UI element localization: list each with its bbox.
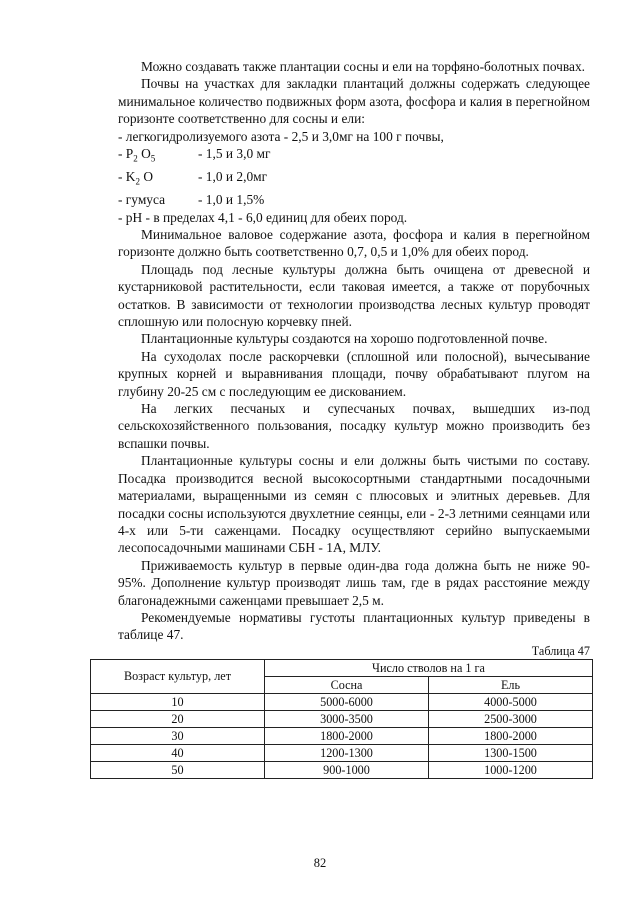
formula-subscript: 2	[135, 176, 140, 187]
cell-age: 40	[91, 744, 265, 761]
cell-pine: 3000-3500	[265, 710, 429, 727]
cell-spruce: 1000-1200	[429, 761, 593, 778]
cell-pine: 5000-6000	[265, 693, 429, 710]
paragraph: Приживаемость культур в первые один-два года должна быть не ниже 90-95%. Дополнение культур производят лишь там, где в рядах расстояние между благонадежными саженцами превышает 2,5 м.	[118, 557, 590, 608]
paragraph: На суходолах после раскорчевки (сплошной или полосной), вычесывание крупных корней и выравнивания площади, почву обрабатывают плугом на глубину 20-25 см с последующим ее дискованием.	[118, 348, 590, 399]
cell-age: 30	[91, 727, 265, 744]
paragraph: Рекомендуемые нормативы густоты плантационных культур приведены в таблице 47.	[118, 609, 590, 643]
column-header-spruce: Ель	[429, 676, 593, 693]
list-item	[118, 168, 590, 191]
table-row	[91, 744, 593, 761]
table-row	[91, 693, 593, 710]
table-header-row	[91, 659, 593, 676]
paragraph: Плантационные культуры сосны и ели должны быть чистыми по составу. Посадка производится весной высокосортными стандартными посадочными материалами, выращенными из семян с плюсовых и элитных деревьев. Для посадки сосны используются двухлетние сеянцы, ели - 2-3 летними сеянцами или 4-х или 5-ти саженцами. Посадку осуществляют серийно выпускаемыми лесопосадочными машинами СБН - 1А, МЛУ.	[118, 453, 590, 556]
nutrient-list	[118, 128, 590, 226]
paragraph: Плантационные культуры создаются на хорошо подготовленной почве.	[141, 331, 548, 347]
cell-spruce: 4000-5000	[429, 693, 593, 710]
list-item	[118, 128, 590, 145]
phosphorus-value: - 1,5 и 3,0 мг	[198, 146, 271, 162]
potassium-value: - 1,0 и 2,0мг	[198, 169, 268, 185]
cell-spruce: 2500-3000	[429, 710, 593, 727]
nitrogen-line: - легкогидролизуемого азота - 2,5 и 3,0мг на 100 г почвы,	[118, 128, 444, 144]
cell-age: 50	[91, 761, 265, 778]
paragraph: Площадь под лесные культуры должна быть очищена от древесной и кустарниковой растительности, если таковая имеется, а также от порубочных остатков. В зависимости от технологии производства лесных культур проводят сплошную или полосную корчевку пней.	[118, 261, 590, 330]
column-header-pine: Сосна	[265, 676, 429, 693]
cell-age: 10	[91, 693, 265, 710]
column-header-age: Возраст культур, лет	[91, 659, 265, 693]
column-header-group: Число стволов на 1 га	[265, 659, 593, 676]
formula-part: O	[139, 169, 154, 185]
list-item	[118, 191, 590, 208]
paragraph: Можно создавать также плантации сосны и ели на торфяно-болотных почвах.	[141, 59, 586, 74]
cell-spruce: 1300-1500	[429, 744, 593, 761]
cell-age: 20	[91, 710, 265, 727]
ph-line: - pH - в пределах 4,1 - 6,0 единиц для обеих пород.	[118, 209, 408, 225]
cell-pine: 1200-1300	[265, 744, 429, 761]
cell-pine: 900-1000	[265, 761, 429, 778]
humus-value: - 1,0 и 1,5%	[198, 192, 265, 208]
formula-subscript: 5	[150, 153, 156, 164]
page-number: 82	[313, 856, 327, 870]
table-row	[91, 761, 593, 778]
humus-label: - гумуса	[118, 192, 166, 208]
density-table	[90, 659, 593, 779]
phosphorus-formula	[118, 145, 198, 168]
formula-part: - P	[118, 146, 134, 162]
potassium-formula	[118, 168, 198, 191]
paragraph: Почвы на участках для закладки плантаций должны содержать следующее минимальное количество подвижных форм азота, фосфора и калия в перегнойном горизонте соответственно для сосны и ели:	[118, 76, 590, 127]
formula-part: - K	[118, 169, 136, 185]
formula-subscript: 2	[133, 153, 138, 164]
paragraph: На легких песчаных и супесчаных почвах, вышедших из-под сельскохозяйственного пользования, посадку культур можно производить без вспашки почвы.	[118, 401, 590, 451]
table-row	[91, 727, 593, 744]
cell-pine: 1800-2000	[265, 727, 429, 744]
table-caption: Таблица 47	[531, 643, 590, 658]
list-item	[118, 209, 590, 226]
list-item	[118, 145, 590, 168]
table-body	[91, 693, 593, 778]
formula-part: O	[137, 146, 151, 162]
cell-spruce: 1800-2000	[429, 727, 593, 744]
table-row	[91, 710, 593, 727]
page-content	[118, 58, 590, 779]
paragraph: Минимальное валовое содержание азота, фосфора и калия в перегнойном горизонте должно быть соответственно 0,7, 0,5 и 1,0% для обеих пород.	[118, 227, 590, 260]
